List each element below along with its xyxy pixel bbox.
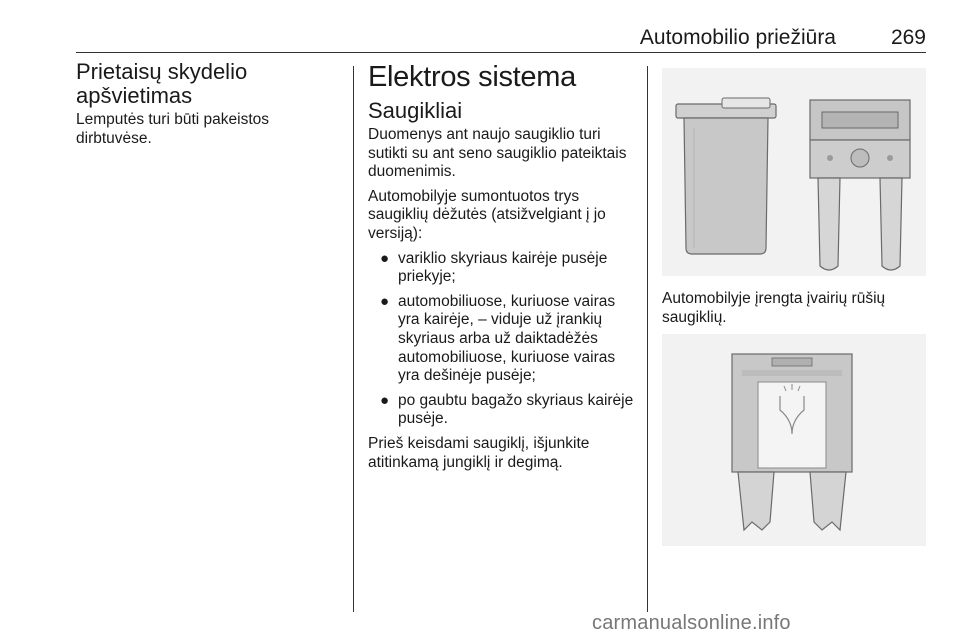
column-divider — [647, 66, 648, 612]
list-item — [368, 293, 638, 386]
paragraph: Duomenys ant naujo saugiklio turi sutikti su ant seno saugiklio pateiktais duomenimis. — [368, 126, 627, 181]
page-number: 269 — [890, 26, 926, 49]
section-heading: Prietaisų skydelio apšvietimas — [76, 59, 248, 108]
mini-fuse-illustration — [662, 334, 926, 546]
bullet-icon: ● — [380, 391, 390, 409]
chapter-title: Elektros sistema — [368, 61, 576, 93]
header-title: Automobilio priežiūra — [639, 26, 836, 49]
paragraph: Automobilyje sumontuotos trys saugiklių dėžutės (atsižvelgiant į jo versiją): — [368, 187, 606, 242]
middle-column — [368, 60, 638, 478]
fuse-types-illustration — [662, 68, 926, 276]
section-text: Lemputės turi būti pakeistos dirbtuvėse. — [76, 111, 269, 147]
list-item — [368, 392, 638, 429]
list-item — [368, 250, 638, 287]
paragraph: Prieš keisdami saugiklį, išjunkite atitinkamą jungiklį ir degimą. — [368, 434, 590, 471]
watermark: carmanualsonline.info — [592, 612, 791, 634]
page-header — [76, 18, 926, 53]
figure-caption: Automobilyje įrengta įvairių rūšių saugiklių. — [662, 290, 886, 326]
blade-fuse-icon — [732, 354, 852, 530]
bullet-icon: ● — [380, 292, 390, 310]
column-divider — [353, 66, 354, 612]
left-column — [76, 60, 342, 154]
bullet-list — [368, 250, 638, 429]
list-item-text: variklio skyriaus kairėje pusėje priekyje; — [398, 249, 608, 286]
subheading: Saugikliai — [368, 98, 463, 123]
blade-fuse-icon — [810, 100, 910, 270]
list-item-text: po gaubtu bagažo skyriaus kairėje pusėje. — [398, 391, 634, 428]
bullet-icon: ● — [380, 249, 390, 267]
list-item-text: automobiliuose, kuriuose vairas yra kairėje, – viduje už įrankių skyriaus arba už daiktadėžės automobiliuose, kuriuose vairas yra dešinėje pusėje; — [398, 292, 616, 385]
cartridge-fuse-icon — [676, 98, 776, 254]
